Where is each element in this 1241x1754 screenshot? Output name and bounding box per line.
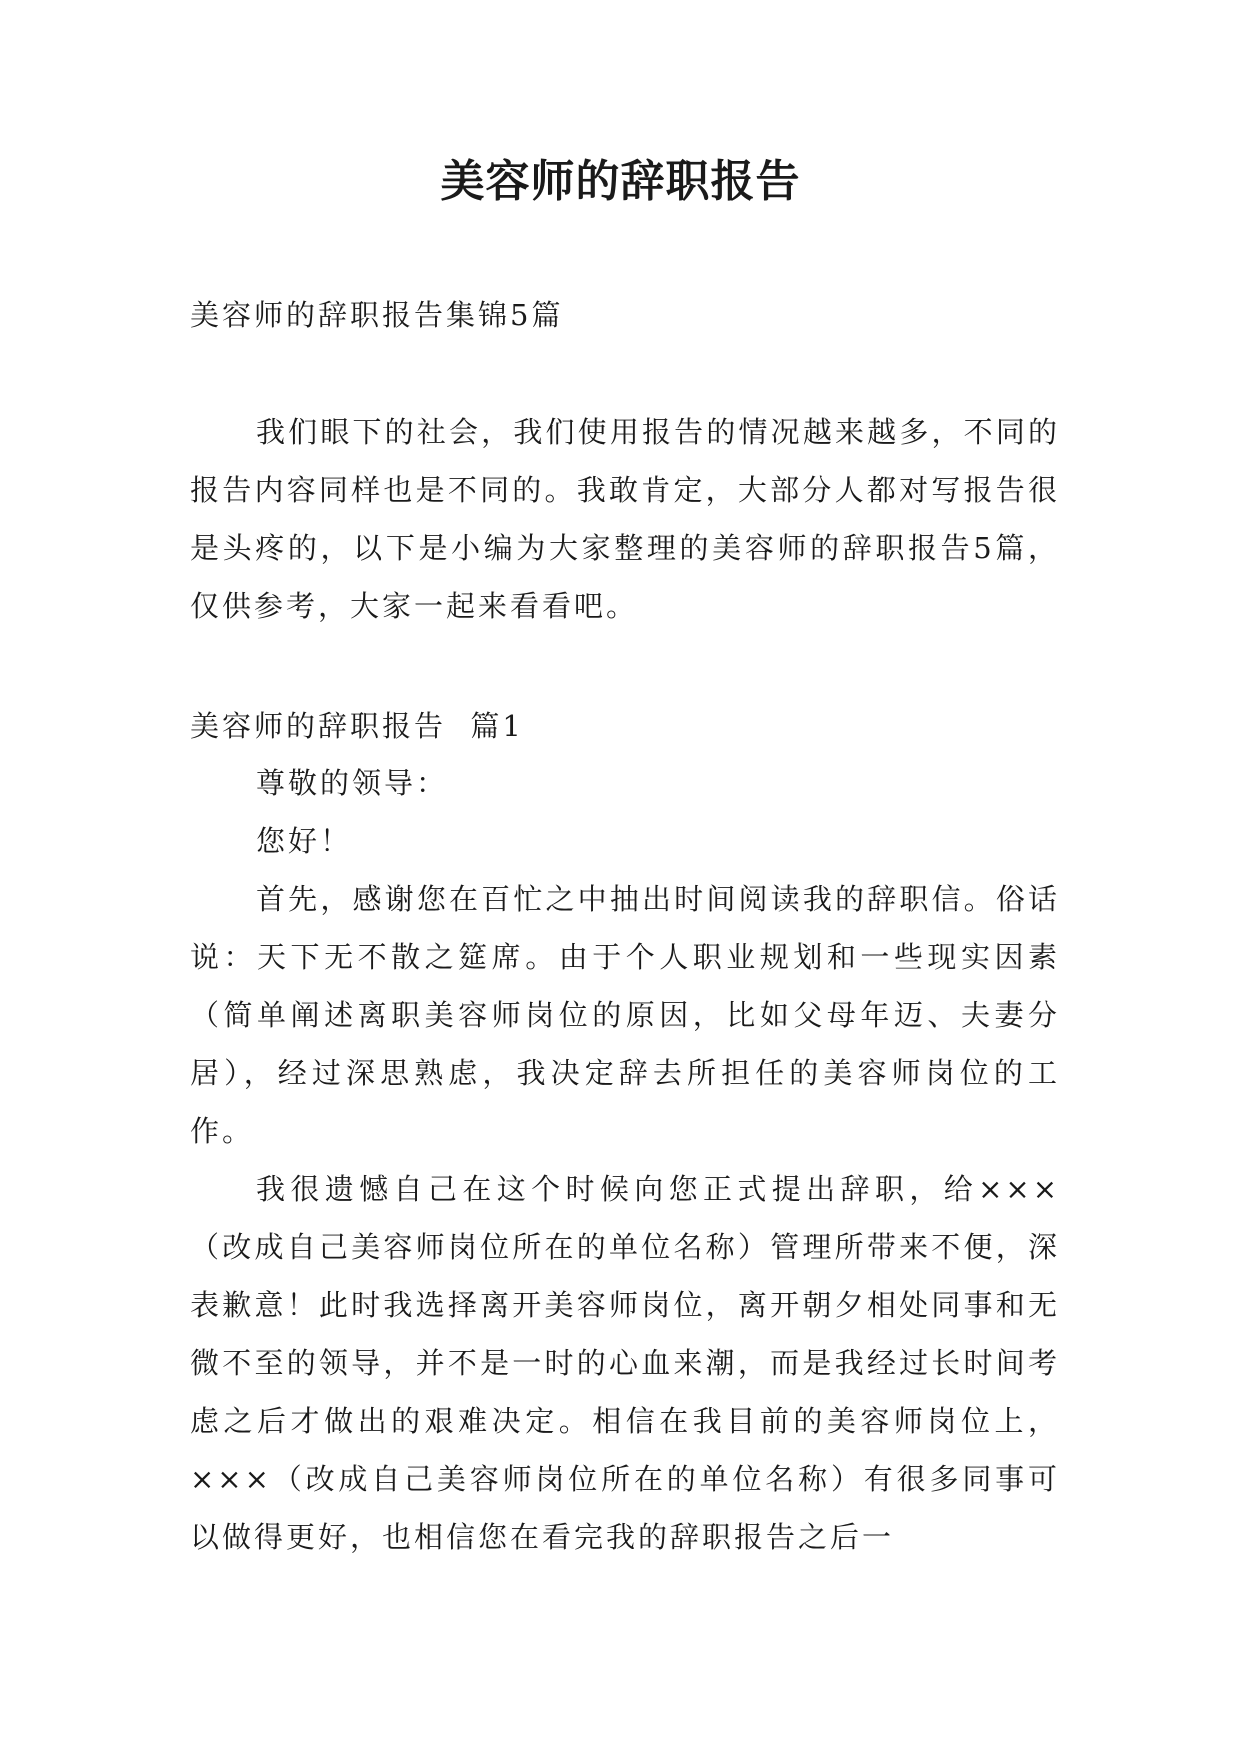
body-paragraph: 首先，感谢您在百忙之中抽出时间阅读我的辞职信。俗话说：天下无不散之筵席。由于个人职业规划和一些现实因素（简单阐述离职美容师岗位的原因，比如父母年迈、夫妻分居），经过深思熟虑，我决定辞去所担任的美容师岗位的工作。 (190, 882, 1060, 1148)
greeting: 您好！ (256, 824, 353, 858)
document-subtitle: 美容师的辞职报告集锦5篇 (190, 298, 564, 332)
section-heading: 美容师的辞职报告 篇1 (190, 709, 524, 743)
intro-paragraph: 我们眼下的社会，我们使用报告的情况越来越多，不同的报告内容同样也是不同的。我敢肯定，大部分人都对写报告很是头疼的，以下是小编为大家整理的美容师的辞职报告5篇，仅供参考，大家一起来看看吧。 (190, 415, 1060, 623)
body-paragraph: 我很遗憾自己在这个时候向您正式提出辞职，给×××（改成自己美容师岗位所在的单位名称）管理所带来不便，深表歉意！此时我选择离开美容师岗位，离开朝夕相处同事和无微不至的领导，并不是一时的心血来潮，而是我经过长时间考虑之后才做出的艰难决定。相信在我目前的美容师岗位上，×××（改成自己美容师岗位所在的单位名称）有很多同事可以做得更好，也相信您在看完我的辞职报告之后一 (190, 1172, 1060, 1554)
salutation: 尊敬的领导： (256, 766, 449, 800)
document-title: 美容师的辞职报告 (440, 156, 801, 207)
